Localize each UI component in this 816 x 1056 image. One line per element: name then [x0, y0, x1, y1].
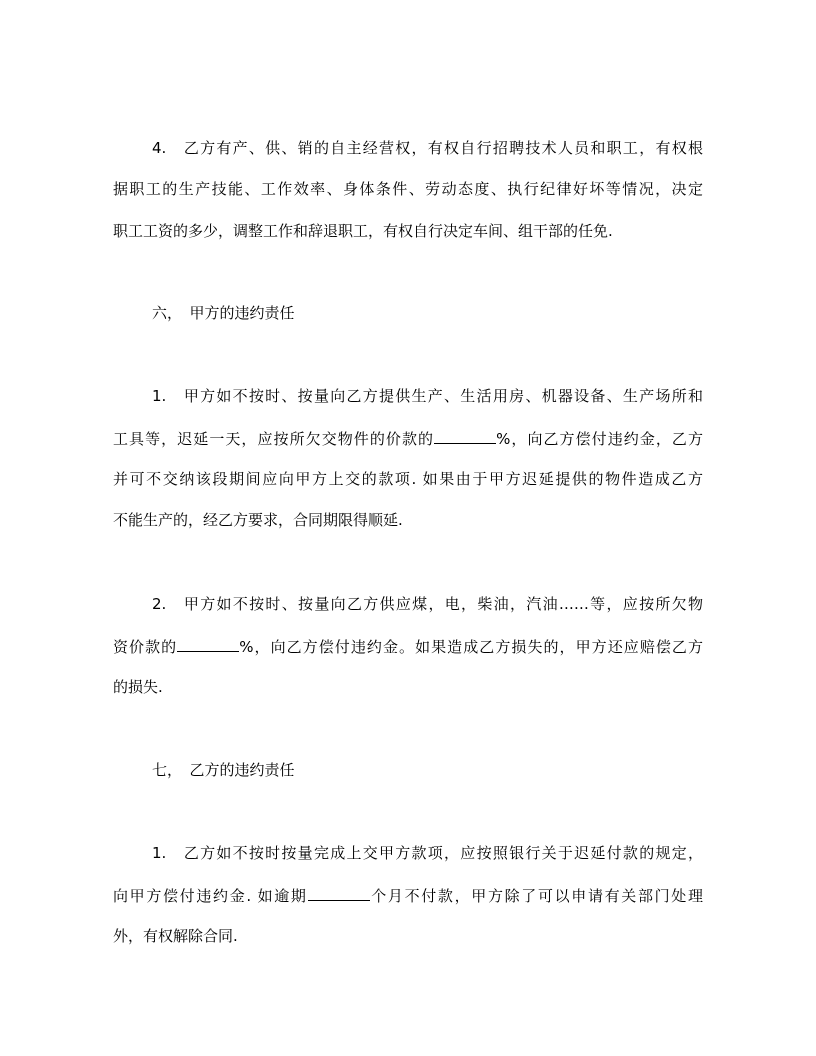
item6-1-line-2 [113, 428, 703, 449]
item7-1-line-3: 外，有权解除合同. [113, 927, 238, 945]
item4-line-3: 职工工资的多少，调整工作和辞退职工，有权自行决定车间、组干部的任免. [113, 222, 613, 240]
item6-2-line-1: 2. 甲方如不按时、按量向乙方供应煤，电，柴油，汽油……等，应按所欠物 [152, 595, 703, 613]
item6-2-line-2-after: %，向乙方偿付违约金。如果造成乙方损失的，甲方还应赔偿乙方 [239, 638, 703, 656]
item6-2-line-3: 的损失. [113, 678, 163, 696]
percentage-blank-2[interactable] [177, 636, 239, 652]
item7-1-line-2-after: 个月不付款，甲方除了可以申请有关部门处理 [369, 887, 703, 905]
item6-2-line-2 [113, 636, 703, 657]
item6-1-line-3: 并可不交纳该段期间应向甲方上交的款项. 如果由于甲方迟延提供的物件造成乙方 [113, 470, 703, 488]
item7-1-line-1: 1. 乙方如不按时按量完成上交甲方款项，应按照银行关于迟延付款的规定， [152, 844, 703, 862]
percentage-blank-1[interactable] [434, 428, 496, 444]
item6-1-line-1: 1. 甲方如不按时、按量向乙方提供生产、生活用房、机器设备、生产场所和 [152, 387, 703, 405]
item4-line-2: 据职工的生产技能、工作效率、身体条件、劳动态度、执行纪律好坏等情况，决定 [113, 180, 703, 198]
item6-2-line-2-before: 资价款的 [113, 638, 178, 656]
item7-1-line-2-before: 向甲方偿付违约金. 如逾期 [113, 887, 308, 905]
item6-1-line-2-before: 工具等，迟延一天，应按所欠交物件的价款的 [113, 430, 435, 448]
item6-1-line-4: 不能生产的，经乙方要求，合同期限得顺延. [113, 511, 403, 529]
section-heading-7: 七， 乙方的违约责任 [152, 761, 295, 779]
months-blank[interactable] [308, 885, 370, 901]
item4-line-1: 4. 乙方有产、供、销的自主经营权，有权自行招聘技术人员和职工，有权根 [152, 139, 703, 157]
section-heading-6: 六， 甲方的违约责任 [152, 304, 295, 322]
item6-1-line-2-after: %，向乙方偿付违约金，乙方 [496, 430, 703, 448]
item7-1-line-2 [113, 885, 703, 906]
